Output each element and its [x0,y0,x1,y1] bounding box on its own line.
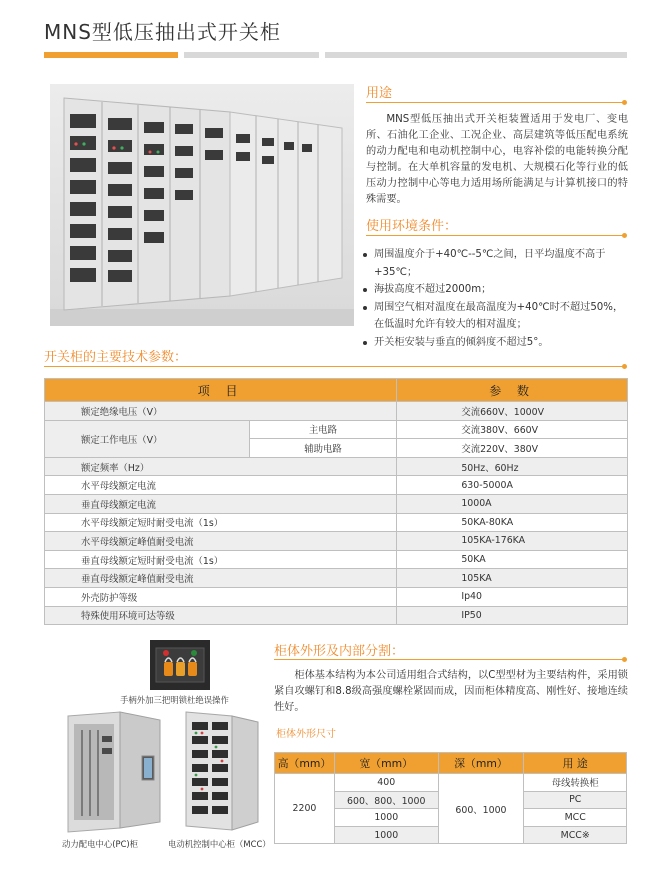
spec-label: 垂直母线额定峰值耐受电流 [45,569,397,588]
dim-use-value: MCC※ [524,826,627,844]
dim-col-width: 宽（mm） [334,753,438,774]
spec-label: 额定绝缘电压（V） [45,402,397,421]
spec-col-param: 参 数 [397,379,628,402]
environment-item [362,334,630,352]
spec-label: 特殊使用环境可达等级 [45,606,397,625]
spec-heading: 开关柜的主要技术参数： [44,350,188,365]
structure-heading-rule [274,659,624,660]
spec-value: 105KA [397,569,628,588]
spec-value: 50KA [397,550,628,569]
spec-heading-rule [44,366,624,367]
spec-table [44,378,628,625]
environment-item-text: 开关柜安装与垂直的倾斜度不超过5°。 [374,336,549,348]
spec-value: 1000A [397,494,628,513]
usage-heading-dot [622,100,627,105]
environment-item [362,281,630,299]
spec-label: 垂直母线额定电流 [45,494,397,513]
environment-list [362,246,630,351]
spec-value: 交流380V、660V [397,420,628,439]
spec-label: 额定频率（Hz） [45,457,397,476]
dim-use-value: MCC [524,809,627,827]
dim-col-depth: 深（mm） [438,753,524,774]
spec-value: 50Hz、60Hz [397,457,628,476]
spec-value: 630-5000A [397,476,628,495]
spec-value: 交流660V、1000V [397,402,628,421]
pc-cabinet-photo [60,706,168,834]
spec-sub-label: 辅助电路 [249,439,397,458]
structure-paragraph: 柜体基本结构为本公司适用组合式结构，以C型型材为主要结构件，采用锁紧自攻螺钉和8.8级高强度螺栓紧固而成，因而柜体精度高、刚性好、接地连续性好。 [274,670,628,713]
table-row [45,569,628,588]
spec-col-item: 项 目 [45,379,397,402]
title-bar-gray-long [325,52,627,58]
usage-paragraph: MNS型低压抽出式开关柜装置适用于发电厂、变电所、石油化工企业、工况企业、高层建筑等低压配电系统的动力配电和电动机控制中心，电容补偿的电能转换分配与控制。在大单机容量的发电机、大规模石化等行业的低压动力控制中心等电力适用场所能满足与计算机接口的特殊需要。 [366,114,628,205]
spec-label: 水平母线额定电流 [45,476,397,495]
dim-height-value: 2200 [275,774,335,844]
usage-heading: 用途 [366,86,393,101]
dim-depth-value: 600、1000 [438,774,524,844]
mcc-cabinet-caption: 电动机控制中心柜（MCC） [168,839,271,849]
handle-lock-caption: 手柄外加三把明锁杜绝误操作 [120,695,229,705]
spec-value: Ip40 [397,587,628,606]
environment-item-continuation: 在低温时允许有较大的相对温度； [374,319,527,330]
dim-width-value: 600、800、1000 [334,791,438,809]
environment-item-text: 海拔高度不超过2000m； [374,284,492,295]
environment-heading: 使用环境条件： [366,219,458,234]
spec-label: 额定工作电压（V） [45,420,250,457]
environment-heading-rule [366,235,624,236]
table-row [45,550,628,569]
structure-heading-dot [622,657,627,662]
table-row [45,457,628,476]
spec-sub-label: 主电路 [249,420,397,439]
dim-use-value: PC [524,791,627,809]
spec-value: 50KA-80KA [397,513,628,532]
cabinet-row-photo [50,84,354,326]
dim-width-value: 1000 [334,809,438,827]
table-row [45,606,628,625]
dimension-header-row [275,753,627,774]
dim-width-value: 400 [334,774,438,792]
spec-header-row [45,379,628,402]
table-row [45,476,628,495]
spec-value: IP50 [397,606,628,625]
spec-value: 105KA-176KA [397,532,628,551]
structure-heading: 柜体外形及内部分割： [274,644,405,659]
environment-item [362,299,630,334]
dimension-heading: 柜体外形尺寸 [276,729,336,740]
spec-heading-dot [622,364,627,369]
spec-label: 垂直母线额定短时耐受电流（1s） [45,550,397,569]
handle-lock-photo [150,640,210,690]
dimension-table [274,752,627,844]
environment-item-text: 周围温度介于+40℃--5℃之间，日平均温度不高于+35℃； [374,249,606,278]
dim-col-height: 高（mm） [275,753,335,774]
table-row [45,420,628,439]
title-bar-accent [44,52,178,58]
table-row [45,402,628,421]
spec-value: 交流220V、380V [397,439,628,458]
table-row [45,513,628,532]
environment-heading-dot [622,233,627,238]
dim-width-value: 1000 [334,826,438,844]
table-row [45,494,628,513]
table-row [45,532,628,551]
usage-heading-rule [366,102,624,103]
spec-label: 水平母线额定短时耐受电流（1s） [45,513,397,532]
title-bar-gray [184,52,319,58]
table-row [275,774,627,792]
environment-item [362,246,630,281]
dim-col-use: 用 途 [524,753,627,774]
page-title: MNS型低压抽出式开关柜 [44,20,281,44]
table-row [45,587,628,606]
pc-cabinet-caption: 动力配电中心(PC)柜 [62,839,139,849]
environment-item-text: 周围空气相对温度在最高温度为+40℃时不超过50%， [374,301,624,313]
spec-label: 水平母线额定峰值耐受电流 [45,532,397,551]
dim-use-value: 母线转换柜 [524,774,627,792]
mcc-cabinet-photo [178,706,264,834]
spec-label: 外壳防护等级 [45,587,397,606]
